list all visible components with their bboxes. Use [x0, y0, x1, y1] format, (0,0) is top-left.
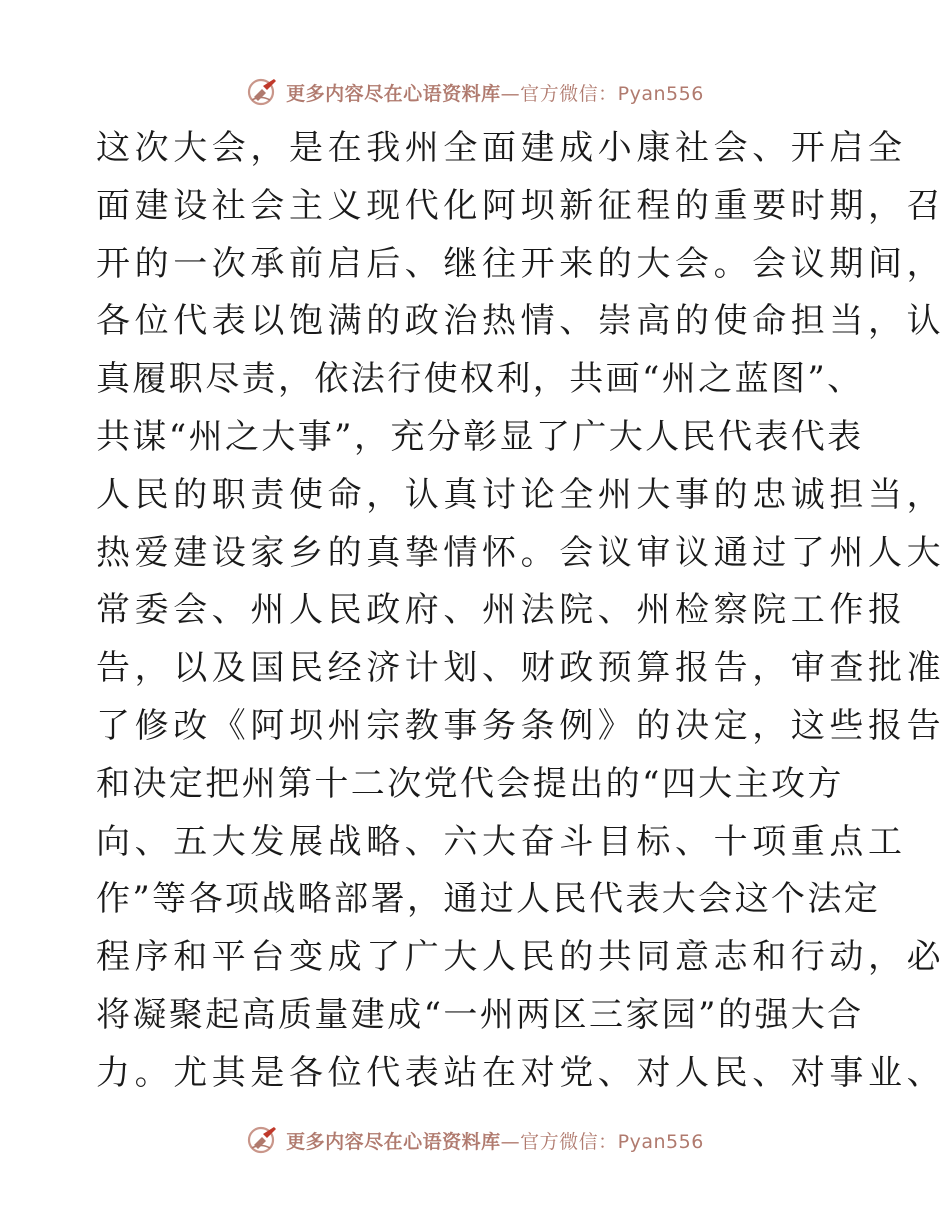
body-line: 向、五大发展战略、六大奋斗目标、十项重点工 [96, 821, 907, 862]
body-line: 作”等各项战略部署，通过人民代表大会这个法定 [96, 879, 881, 920]
body-line: 这次大会，是在我州全面建成小康社会、开启全 [96, 128, 907, 168]
body-line: 热爱建设家乡的真挚情怀。会议审议通过了州人大 [96, 532, 946, 573]
watermark-text [286, 1127, 704, 1154]
body-line: 常委会、州人民政府、州法院、州检察院工作报 [96, 590, 907, 631]
document-body [96, 120, 946, 1103]
watermark-dash: — [500, 82, 521, 105]
watermark-site-text: 更多内容尽在心语资料库 [286, 82, 501, 105]
body-line: 将凝聚起高质量建成“一州两区三家园”的强大合 [96, 994, 864, 1035]
watermark-site-text: 更多内容尽在心语资料库 [286, 1130, 501, 1153]
body-line: 力。尤其是各位代表站在对党、对人民、对事业、 [96, 1052, 946, 1093]
body-line: 程序和平台变成了广大人民的共同意志和行动，必 [96, 937, 946, 978]
body-line: 真履职尽责，依法行使权利，共画“州之蓝图”、 [96, 359, 864, 400]
book-pen-logo-icon [246, 1123, 280, 1157]
body-line: 了修改《阿坝州宗教事务条例》的决定，这些报告 [96, 705, 946, 746]
body-line: 各位代表以饱满的政治热情、崇高的使命担当，认 [96, 301, 946, 342]
body-line: 共谋“州之大事”，充分彰显了广大人民代表代表 [96, 416, 864, 457]
body-line: 开的一次承前启后、继往开来的大会。会议期间， [96, 243, 946, 284]
body-line: 告，以及国民经济计划、财政预算报告，审查批准 [96, 648, 946, 689]
body-line: 和决定把州第十二次党代会提出的“四大主攻方 [96, 763, 844, 804]
watermark-text [286, 79, 704, 106]
watermark-wechat-text: 官方微信：Pyan556 [520, 82, 704, 105]
header-watermark [0, 72, 950, 112]
watermark-dash: — [500, 1130, 521, 1153]
book-pen-logo-icon [246, 75, 280, 109]
watermark-wechat-text: 官方微信：Pyan556 [520, 1130, 704, 1153]
body-line: 面建设社会主义现代化阿坝新征程的重要时期，召 [96, 185, 946, 226]
footer-watermark [0, 1120, 950, 1160]
body-line: 人民的职责使命，认真讨论全州大事的忠诚担当， [96, 474, 946, 515]
